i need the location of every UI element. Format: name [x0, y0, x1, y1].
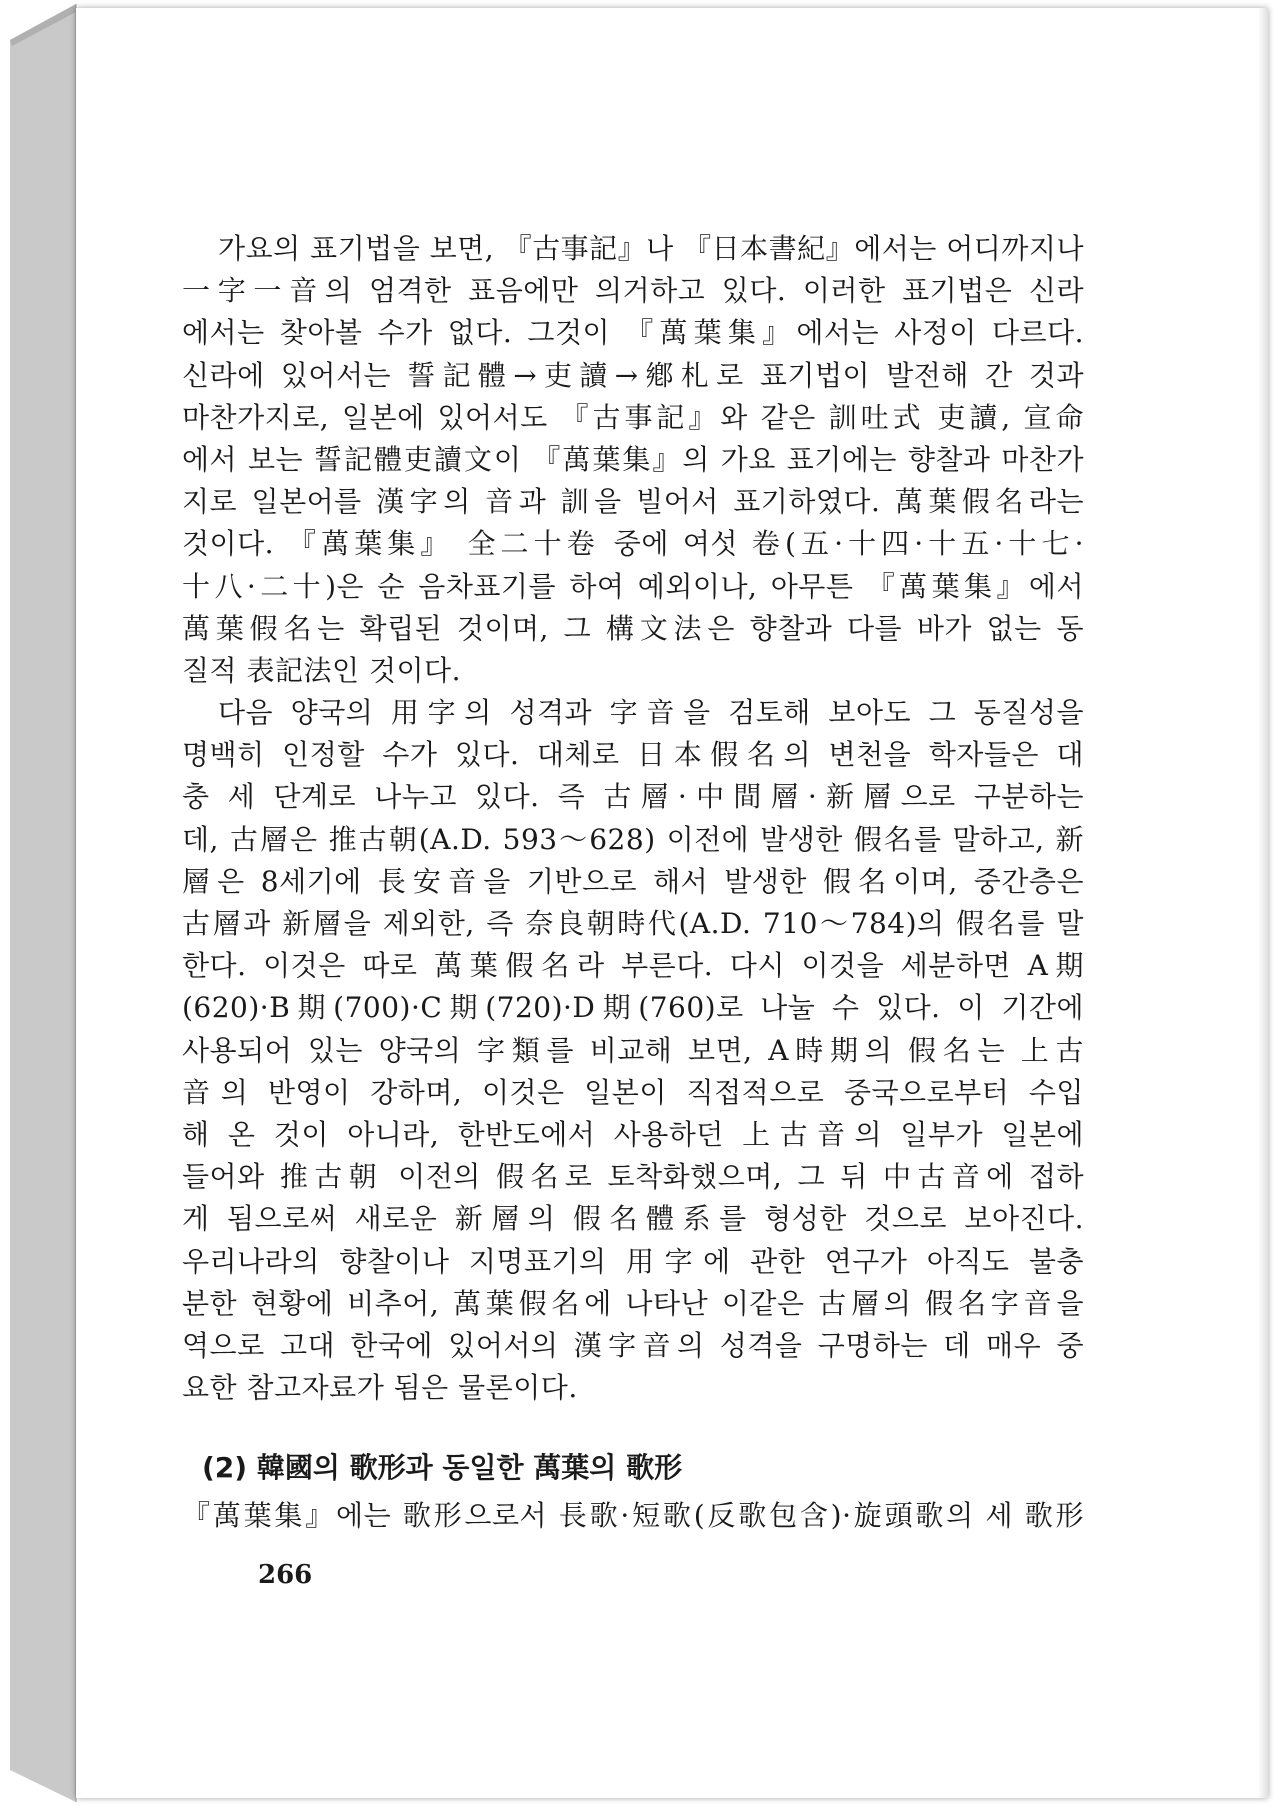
text-line: 에서는 찾아볼 수가 없다. 그것이 『萬葉集』에서는 사정이 다르다.: [182, 316, 1084, 350]
text-line: 분한 현황에 비추어, 萬葉假名에 나타난 이같은 古層의 假名字音을: [182, 1286, 1084, 1320]
text-line: 萬葉假名는 확립된 것이며, 그 構文法은 향찰과 다를 바가 없는 동: [182, 611, 1084, 645]
text-line: 데, 古層은 推古朝(A.D. 593～628) 이전에 발생한 假名를 말하고, 新: [182, 822, 1084, 856]
text-line: 질적 表記法인 것이다.: [182, 653, 461, 687]
text-line: 사용되어 있는 양국의 字類를 비교해 보면, A時期의 假名는 上古: [182, 1033, 1084, 1067]
text-line: 十八·二十)은 순 음차표기를 하여 예외이나, 아무튼 『萬葉集』에서: [182, 569, 1084, 603]
book-spine-edge: [10, 0, 78, 1806]
text-line: 명백히 인정할 수가 있다. 대체로 日本假名의 변천을 학자들은 대: [182, 738, 1084, 772]
text-line: 다음 양국의 用字의 성격과 字音을 검토해 보아도 그 동질성을: [218, 696, 1084, 730]
page-text: [182, 228, 1084, 1537]
paragraph-2: [182, 692, 1084, 1409]
page-shadow: [1258, 8, 1268, 1798]
text-line: 우리나라의 향찰이나 지명표기의 用字에 관한 연구가 아직도 불충: [182, 1244, 1084, 1278]
text-line: 古層과 新層을 제외한, 즉 奈良朝時代(A.D. 710～784)의 假名를 말: [182, 907, 1084, 940]
text-line: 들어와 推古朝 이전의 假名로 토착화했으며, 그 뒤 中古音에 접하: [182, 1160, 1084, 1194]
text-line: (620)·B期(700)·C期(720)·D期(760)로 나눌 수 있다. 이 기간에: [182, 991, 1084, 1025]
text-line: 마찬가지로, 일본에 있어서도 『古事記』와 같은 訓吐式 吏讀, 宣命: [182, 400, 1084, 434]
text-line: 것이다. 『萬葉集』 全二十卷 중에 여섯 卷(五·十四·十五·十七·: [182, 527, 1084, 561]
text-line: 한다. 이것은 따로 萬葉假名라 부른다. 다시 이것을 세분하면 A期: [182, 949, 1084, 983]
section-gap: [182, 1409, 1084, 1447]
text-line: 신라에 있어서는 誓記體→吏讀→鄕札로 표기법이 발전해 간 것과: [182, 358, 1084, 392]
section-text-line: 『萬葉集』에는 歌形으로서 長歌·短歌(反歌包含)·旋頭歌의 세 歌形: [182, 1499, 1084, 1533]
text-line: 게 됨으로써 새로운 新層의 假名體系를 형성한 것으로 보아진다.: [182, 1202, 1084, 1236]
text-line: 요한 참고자료가 됨은 물론이다.: [182, 1371, 578, 1405]
page-number: 266: [258, 1560, 313, 1590]
text-line: 지로 일본어를 漢字의 音과 訓을 빌어서 표기하였다. 萬葉假名라는: [182, 485, 1084, 519]
text-line: 一字一音의 엄격한 표음에만 의거하고 있다. 이러한 표기법은 신라: [182, 274, 1084, 308]
section-heading: (2) 韓國의 歌形과 동일한 萬葉의 歌形: [202, 1451, 683, 1485]
text-line: 가요의 표기법을 보면, 『古事記』나 『日本書紀』에서는 어디까지나: [218, 232, 1084, 265]
text-line: 역으로 고대 한국에 있어서의 漢字音의 성격을 구명하는 데 매우 중: [182, 1328, 1084, 1362]
text-line: 에서 보는 誓記體吏讀文이 『萬葉集』의 가요 표기에는 향찰과 마찬가: [182, 442, 1084, 476]
text-line: 해 온 것이 아니라, 한반도에서 사용하던 上古音의 일부가 일본에: [182, 1117, 1084, 1151]
text-line: 충 세 단계로 나누고 있다. 즉 古層·中間層·新層으로 구분하는: [182, 780, 1084, 814]
text-line: 層은 8세기에 長安音을 기반으로 해서 발생한 假名이며, 중간층은: [182, 864, 1084, 898]
text-line: 音의 반영이 강하며, 이것은 일본이 직접적으로 중국으로부터 수입: [182, 1075, 1084, 1109]
paragraph-1: [182, 228, 1084, 692]
